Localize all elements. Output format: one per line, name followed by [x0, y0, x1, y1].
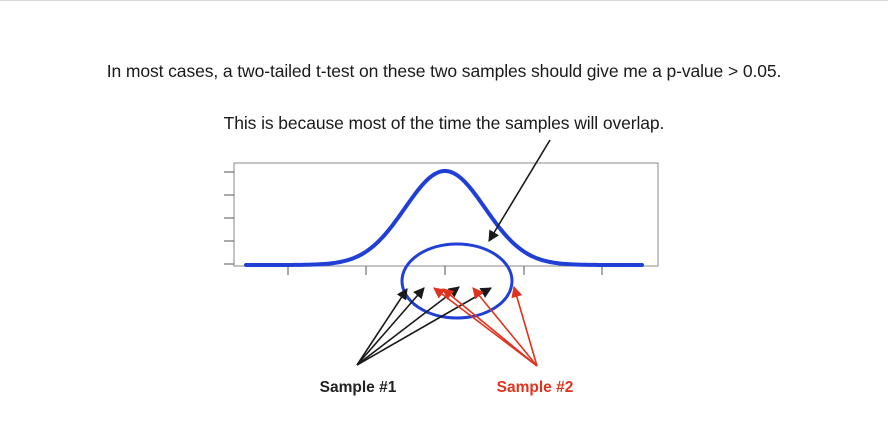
- sample2-arrows: [434, 287, 537, 366]
- plot-frame: [234, 163, 658, 266]
- sample1-label: Sample #1: [319, 379, 397, 396]
- sample2-arrow: [514, 287, 537, 366]
- explanation-pointer-arrow: [489, 140, 550, 241]
- sample2-arrow: [443, 289, 537, 366]
- sample1-arrow: [357, 289, 407, 365]
- y-axis-ticks: [224, 172, 234, 264]
- x-axis-ticks: [288, 266, 602, 275]
- sample1-arrow: [357, 288, 491, 365]
- sample2-label: Sample #2: [496, 379, 574, 396]
- sample1-arrows: [357, 287, 491, 365]
- statement-text: In most cases, a two-tailed t-test on these two samples should give me a p-value > 0.05.: [106, 61, 782, 81]
- explanation-text: This is because most of the time the samples will overlap.: [223, 113, 665, 133]
- normal-curve: [246, 171, 642, 265]
- sample1-arrow: [357, 288, 424, 365]
